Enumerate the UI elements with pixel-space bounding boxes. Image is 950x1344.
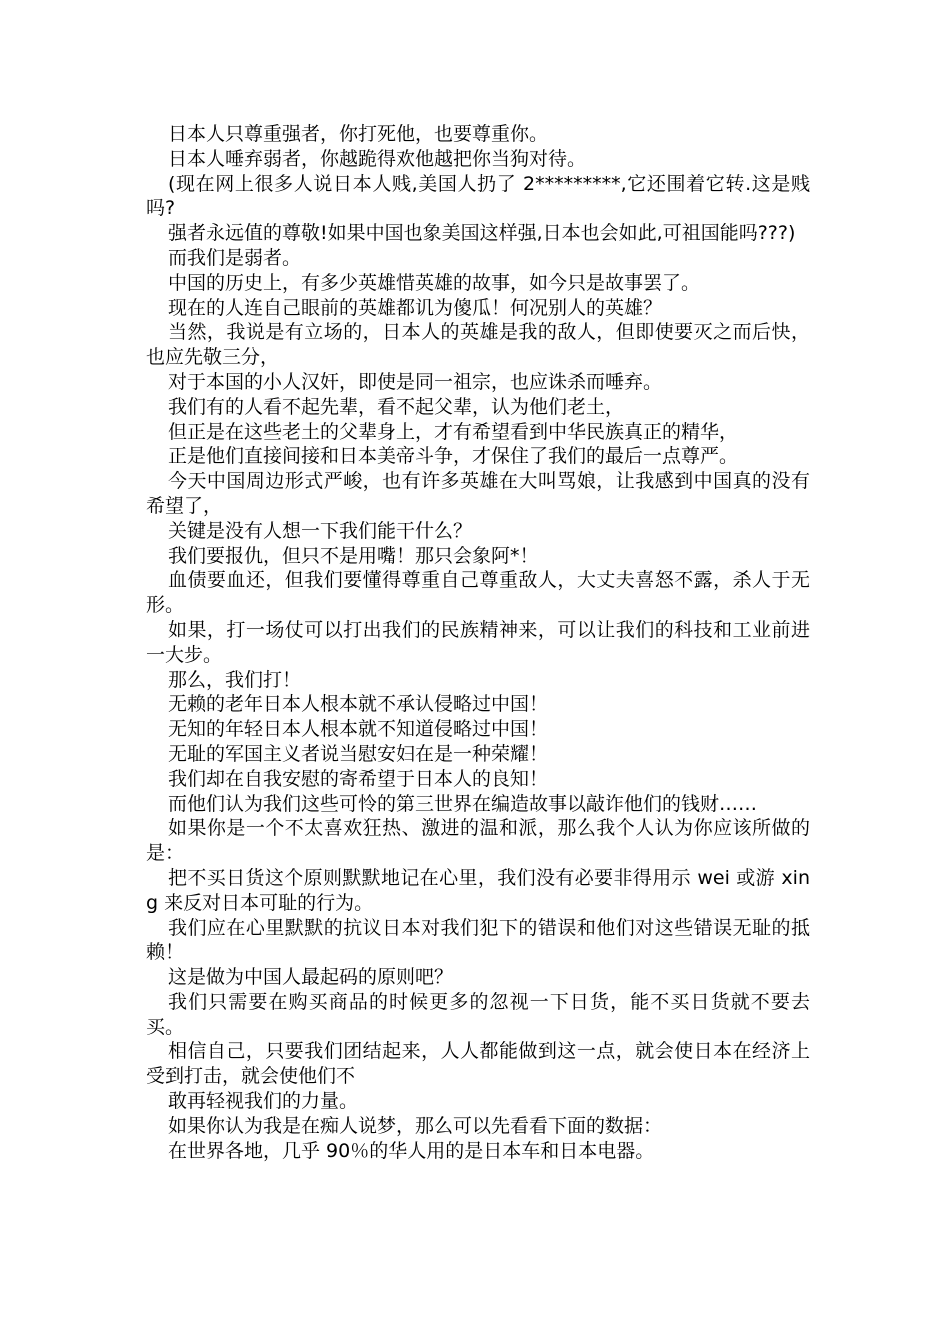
paragraph: 关键是没有人想一下我们能干什么？ xyxy=(168,519,473,542)
paragraph: 在世界各地，几乎 90％的华人用的是日本车和日本电器。 xyxy=(168,1139,655,1162)
paragraph: 强者永远值的尊敬!如果中国也象美国这样强,日本也会如此,可祖国能吗???) xyxy=(168,222,796,245)
paragraph: 把不买日货这个原则默默地记在心里，我们没有必要非得用示 wei 或游 xing 来反对日本可耻的行为。 xyxy=(146,866,810,914)
paragraph: 但正是在这些老土的父辈身上，才有希望看到中华民族真正的精华， xyxy=(168,420,739,443)
paragraph: 现在的人连自己眼前的英雄都讥为傻瓜！何况别人的英雄？ xyxy=(168,296,663,319)
paragraph: 这是做为中国人最起码的原则吧？ xyxy=(168,966,454,989)
paragraph: 敢再轻视我们的力量。 xyxy=(168,1090,359,1113)
paragraph: 当然，我说是有立场的，日本人的英雄是我的敌人，但即使要灭之而后快，也应先敬三分， xyxy=(146,321,810,369)
paragraph: 无耻的军国主义者说当慰安妇在是一种荣耀！ xyxy=(168,742,549,765)
paragraph: 无赖的老年日本人根本就不承认侵略过中国！ xyxy=(168,693,549,716)
paragraph: 我们却在自我安慰的寄希望于日本人的良知！ xyxy=(168,767,549,790)
paragraph: 正是他们直接间接和日本美帝斗争，才保住了我们的最后一点尊严。 xyxy=(168,445,739,468)
paragraph: 我们要报仇，但只不是用嘴！那只会象阿*！ xyxy=(168,544,539,567)
paragraph: 日本人唾弃弱者，你越跪得欢他越把你当狗对待。 xyxy=(168,147,587,170)
paragraph: 我们有的人看不起先辈，看不起父辈，认为他们老土， xyxy=(168,395,625,418)
paragraph: 中国的历史上，有多少英雄惜英雄的故事，如今只是故事罢了。 xyxy=(168,271,701,294)
paragraph: 无知的年轻日本人根本就不知道侵略过中国！ xyxy=(168,718,549,741)
paragraph: 对于本国的小人汉奸，即使是同一祖宗，也应诛杀而唾弃。 xyxy=(168,370,663,393)
paragraph: 如果你认为我是在痴人说梦，那么可以先看看下面的数据： xyxy=(168,1114,663,1137)
paragraph: 我们应在心里默默的抗议日本对我们犯下的错误和他们对这些错误无耻的抵赖！ xyxy=(146,916,810,964)
paragraph: 而他们认为我们这些可怜的第三世界在编造故事以敲诈他们的钱财…… xyxy=(168,792,758,815)
paragraph: 血债要血还，但我们要懂得尊重自己尊重敌人，大丈夫喜怒不露，杀人于无形。 xyxy=(146,569,810,617)
paragraph: 日本人只尊重强者，你打死他，也要尊重你。 xyxy=(168,123,549,145)
paragraph: 而我们是弱者。 xyxy=(168,246,302,269)
paragraph: 如果你是一个不太喜欢狂热、激进的温和派，那么我个人认为你应该所做的是： xyxy=(146,817,810,865)
paragraph: (现在网上很多人说日本人贱,美国人扔了 2*********,它还围着它转.这是贱吗? xyxy=(146,172,810,220)
paragraph: 我们只需要在购买商品的时候更多的忽视一下日货，能不买日货就不要去买。 xyxy=(146,990,810,1038)
paragraph: 今天中国周边形式严峻，也有许多英雄在大叫骂娘，让我感到中国真的没有希望了， xyxy=(146,470,810,517)
paragraph: 相信自己，只要我们团结起来，人人都能做到这一点，就会使日本在经济上受到打击，就会使他们不 xyxy=(146,1040,810,1088)
paragraph: 如果，打一场仗可以打出我们的民族精神来，可以让我们的科技和工业前进一大步。 xyxy=(146,618,810,666)
paragraph: 那么，我们打！ xyxy=(168,668,302,691)
document-body xyxy=(146,122,810,1163)
